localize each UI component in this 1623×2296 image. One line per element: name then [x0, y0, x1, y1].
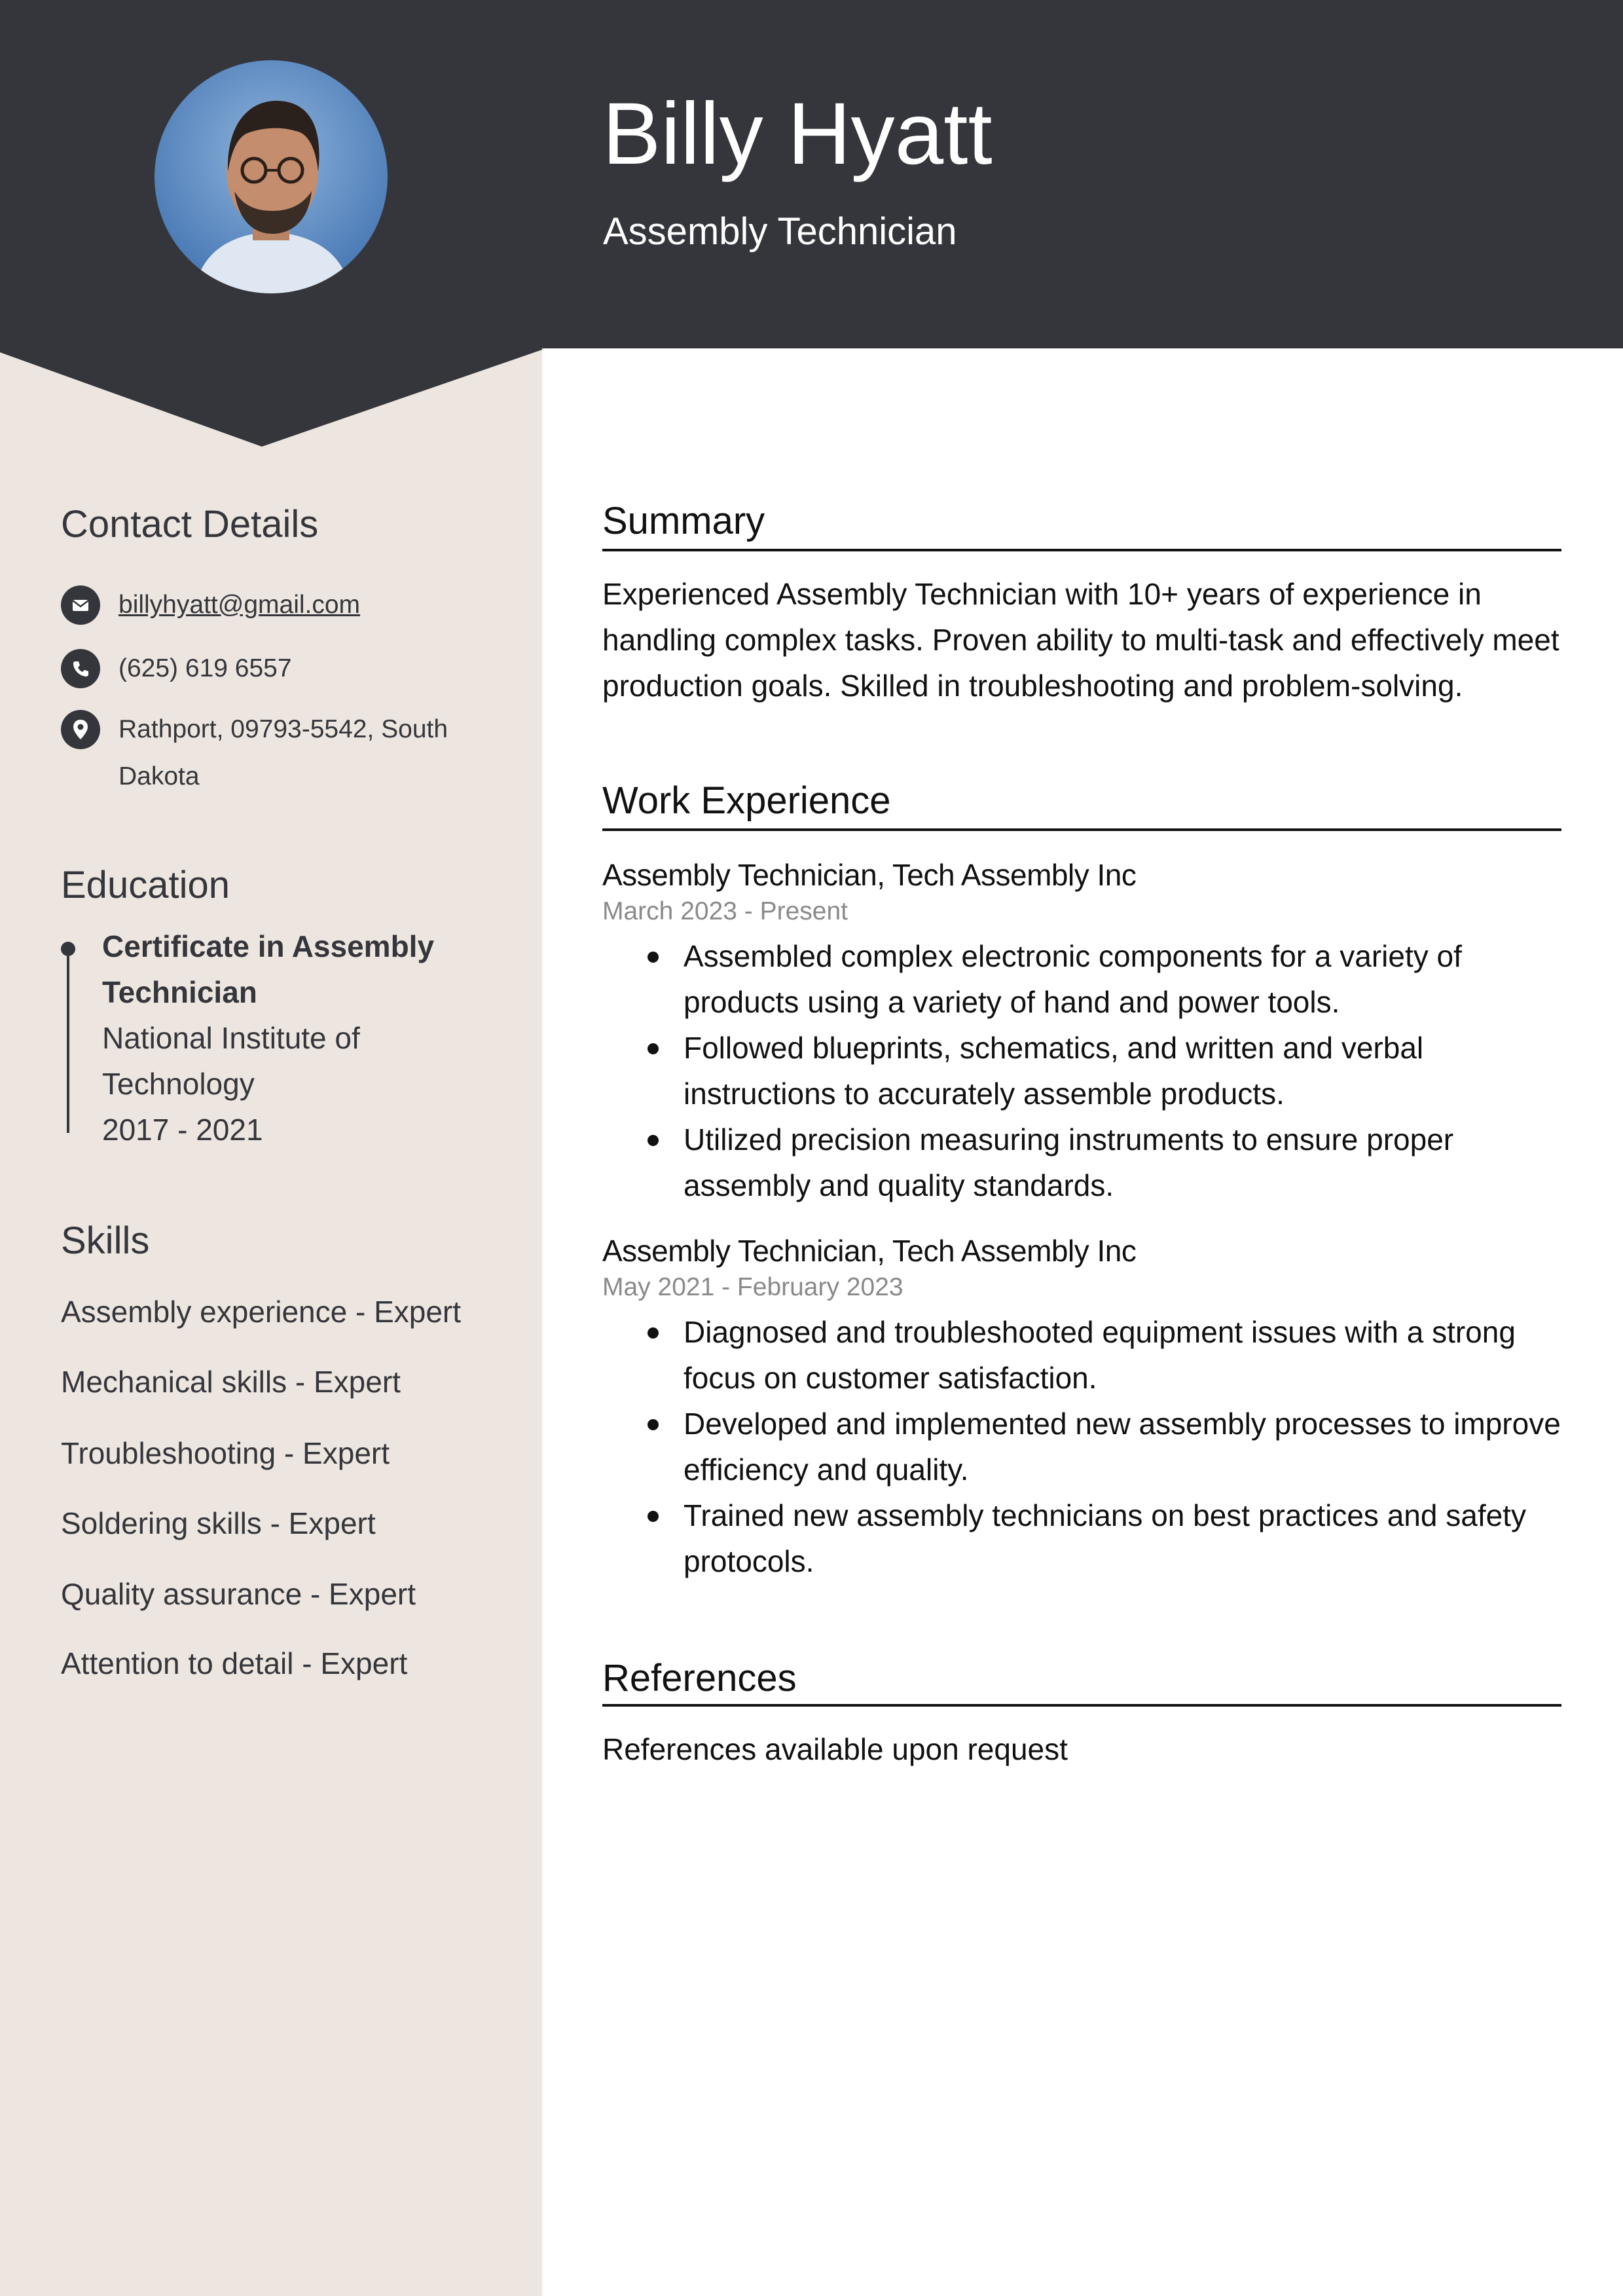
phone-number: (625) 619 6557: [119, 654, 292, 682]
phone-icon: [61, 649, 100, 688]
header-chevron: [0, 347, 542, 449]
timeline-line: [67, 956, 69, 1133]
job-dates-1: March 2023 - Present: [602, 897, 848, 925]
references-text: References available upon request: [602, 1732, 1068, 1766]
job-dates-2: May 2021 - February 2023: [602, 1273, 903, 1301]
skill-item: Troubleshooting - Expert: [61, 1436, 390, 1470]
timeline-dot: [61, 942, 75, 956]
contact-phone-row: [61, 649, 292, 692]
address-text: Rathport, 09793-5542, South Dakota: [119, 715, 448, 790]
job-bullet: Followed blueprints, schematics, and written and verbal instructions to accurately assemble products.: [684, 1025, 1580, 1117]
contact-address-row: [61, 710, 485, 800]
job-bullet: Utilized precision measuring instruments to ensure proper assembly and quality standards.: [684, 1117, 1580, 1208]
education-school: National Institute of Technology: [102, 1021, 360, 1101]
education-degree: Certificate in Assembly Technician: [102, 929, 435, 1009]
job-bullets-2: [684, 1309, 1580, 1584]
envelope-icon: [61, 585, 100, 625]
job-bullet: Trained new assembly technicians on best practices and safety protocols.: [684, 1492, 1580, 1584]
education-years: 2017 - 2021: [102, 1113, 263, 1147]
job-bullets-1: [684, 933, 1580, 1208]
references-divider: [602, 1704, 1561, 1707]
candidate-name: Billy Hyatt: [602, 85, 993, 183]
summary-text: Experienced Assembly Technician with 10+ years of experience in handling complex tasks. Proven ability to multi-task and effectively meet production goals. Skilled in troubleshooting and problem-solving.: [602, 577, 1559, 703]
location-pin-icon: [61, 710, 100, 749]
skill-item: Attention to detail - Expert: [61, 1646, 408, 1680]
education-entry: [61, 923, 519, 1146]
summary-heading: Summary: [602, 500, 765, 542]
skill-item: Mechanical skills - Expert: [61, 1365, 401, 1399]
skills-heading: Skills: [61, 1219, 150, 1262]
references-heading: References: [602, 1657, 797, 1699]
contact-email-row: [61, 585, 360, 629]
candidate-title: Assembly Technician: [603, 210, 957, 253]
skill-item: Soldering skills - Expert: [61, 1506, 376, 1540]
skill-item: Quality assurance - Expert: [61, 1577, 416, 1611]
email-link[interactable]: billyhyatt@gmail.com: [119, 591, 361, 619]
job-title-1: Assembly Technician, Tech Assembly Inc: [602, 858, 1137, 892]
work-experience-heading: Work Experience: [602, 779, 891, 822]
job-bullet: Assembled complex electronic components for a variety of products using a variety of hand and power tools.: [684, 933, 1580, 1025]
job-bullet: Developed and implemented new assembly processes to improve efficiency and quality.: [684, 1401, 1580, 1492]
job-bullet: Diagnosed and troubleshooted equipment issues with a strong focus on customer satisfaction.: [684, 1309, 1580, 1401]
education-heading: Education: [61, 864, 230, 906]
work-experience-divider: [602, 828, 1561, 831]
contact-heading: Contact Details: [61, 503, 319, 546]
summary-divider: [602, 549, 1561, 551]
profile-photo: [155, 60, 388, 293]
skill-item: Assembly experience - Expert: [61, 1295, 462, 1329]
job-title-2: Assembly Technician, Tech Assembly Inc: [602, 1234, 1137, 1268]
